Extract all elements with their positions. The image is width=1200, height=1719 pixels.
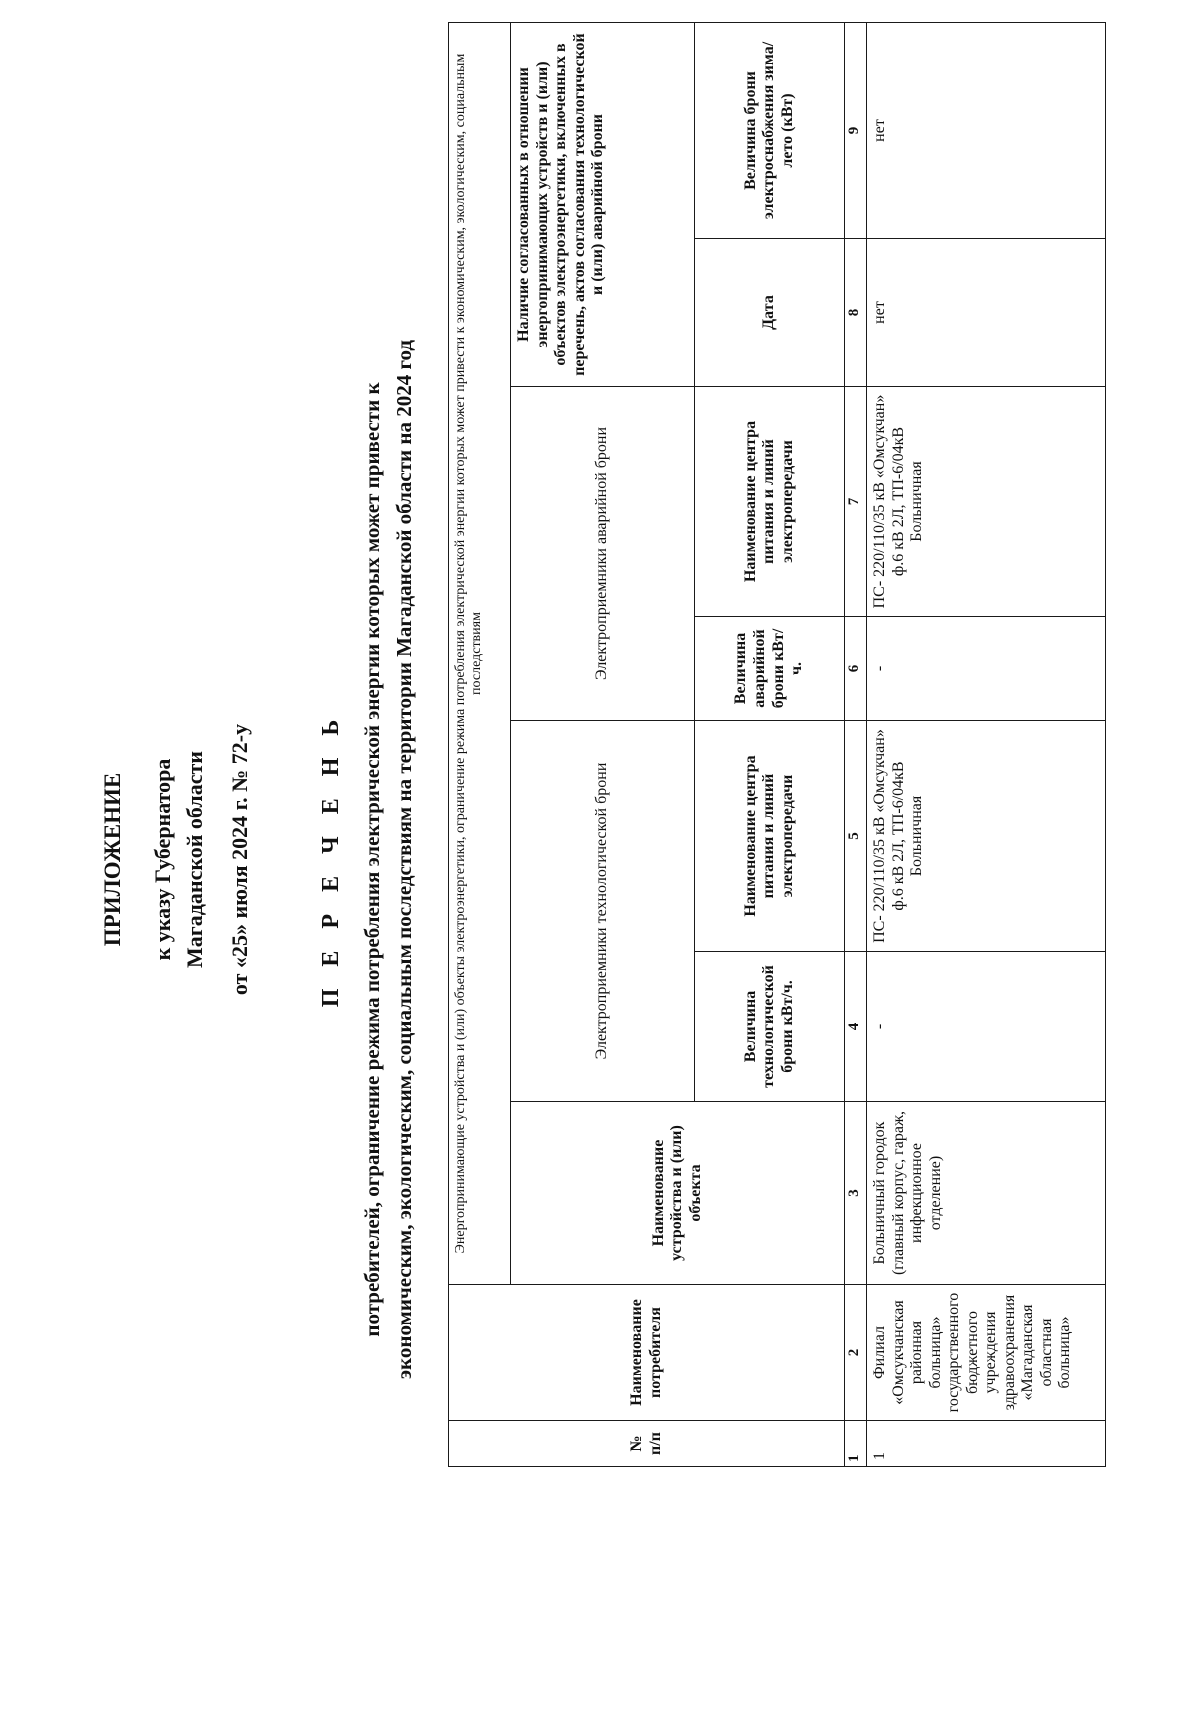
row-tech-center: ПС- 220/110/35 кВ «Омсукчан» ф.6 кВ 2Л, ТП-6/04кВ Больничная	[867, 721, 1106, 952]
header-supply-value: Величина брони электроснабжения зима/лето (кВт)	[695, 22, 845, 238]
header-agreements: Наличие согласованных в отношении энергопринимающих устройств и (или) объектов электроэнергетики, включенных в перечень, актов согласования технологической и (или) аварийной брони	[511, 22, 695, 386]
column-number: 9	[845, 22, 867, 238]
document-title: П Е Р Е Ч Е Н Ь	[318, 711, 344, 1008]
document-subtitle-line1: потребителей, ограничение режима потребления электрической энергии которых может привести к	[360, 382, 384, 1337]
column-number: 3	[845, 1102, 867, 1285]
row-tech-value: -	[867, 952, 1106, 1102]
header-tech-center: Наименование центра питания и линий электропередачи	[695, 721, 845, 952]
header-emerg-value: Величина аварийной брони кВт/ч.	[695, 617, 845, 721]
table-row	[867, 22, 1106, 1466]
column-number: 6	[845, 617, 867, 721]
header-consumer: Наименование потребителя	[449, 1285, 845, 1421]
header-tech-value: Величина технологической брони кВт/ч.	[695, 952, 845, 1102]
column-number: 8	[845, 239, 867, 387]
row-device: Больничный городок (главный корпус, гараж, инфекционное отделение)	[867, 1102, 1106, 1285]
column-number: 1	[845, 1421, 867, 1467]
header-emerg-bron: Электроприемники аварийной брони	[511, 387, 695, 721]
row-supply-value: нет	[867, 22, 1106, 238]
header-device: Наименование устройства и (или) объекта	[511, 1102, 845, 1285]
column-number: 2	[845, 1285, 867, 1421]
row-consumer: Филиал «Омсукчанская районная больница» государственного бюджетного учреждения здравоохранения «Магаданская областная больница»	[867, 1285, 1106, 1421]
decree-date-number: от «25» июля 2024 г. № 72-у	[227, 723, 252, 996]
appendix-label: ПРИЛОЖЕНИЕ	[100, 772, 125, 947]
document-subtitle-line2: экономическим, экологическим, социальным последствиям на территории Магаданской области на 2024 год	[392, 339, 416, 1380]
decree-reference: к указу Губернатора	[150, 758, 175, 961]
column-number: 7	[845, 387, 867, 617]
header-tech-bron: Электроприемники технологической брони	[511, 721, 695, 1102]
row-date: нет	[867, 239, 1106, 387]
header-group: Энергопринимающие устройства и (или) объекты электроэнергетики, ограничение режима потребления электрической энергии которых может привести к экономическим, экологическим, социальным последствиям	[449, 22, 511, 1284]
header-emerg-center: Наименование центра питания и линий электропередачи	[695, 387, 845, 617]
row-num: 1	[867, 1421, 1106, 1467]
row-emerg-center: ПС- 220/110/35 кВ «Омсукчан» ф.6 кВ 2Л, ТП-6/04кВ Больничная	[867, 387, 1106, 617]
column-number: 5	[845, 721, 867, 952]
header-date: Дата	[695, 239, 845, 387]
header-num: № п/п	[449, 1421, 845, 1467]
column-number: 4	[845, 952, 867, 1102]
row-emerg-value: -	[867, 617, 1106, 721]
consumers-table	[448, 22, 1106, 1467]
region-name: Магаданской области	[182, 751, 207, 968]
